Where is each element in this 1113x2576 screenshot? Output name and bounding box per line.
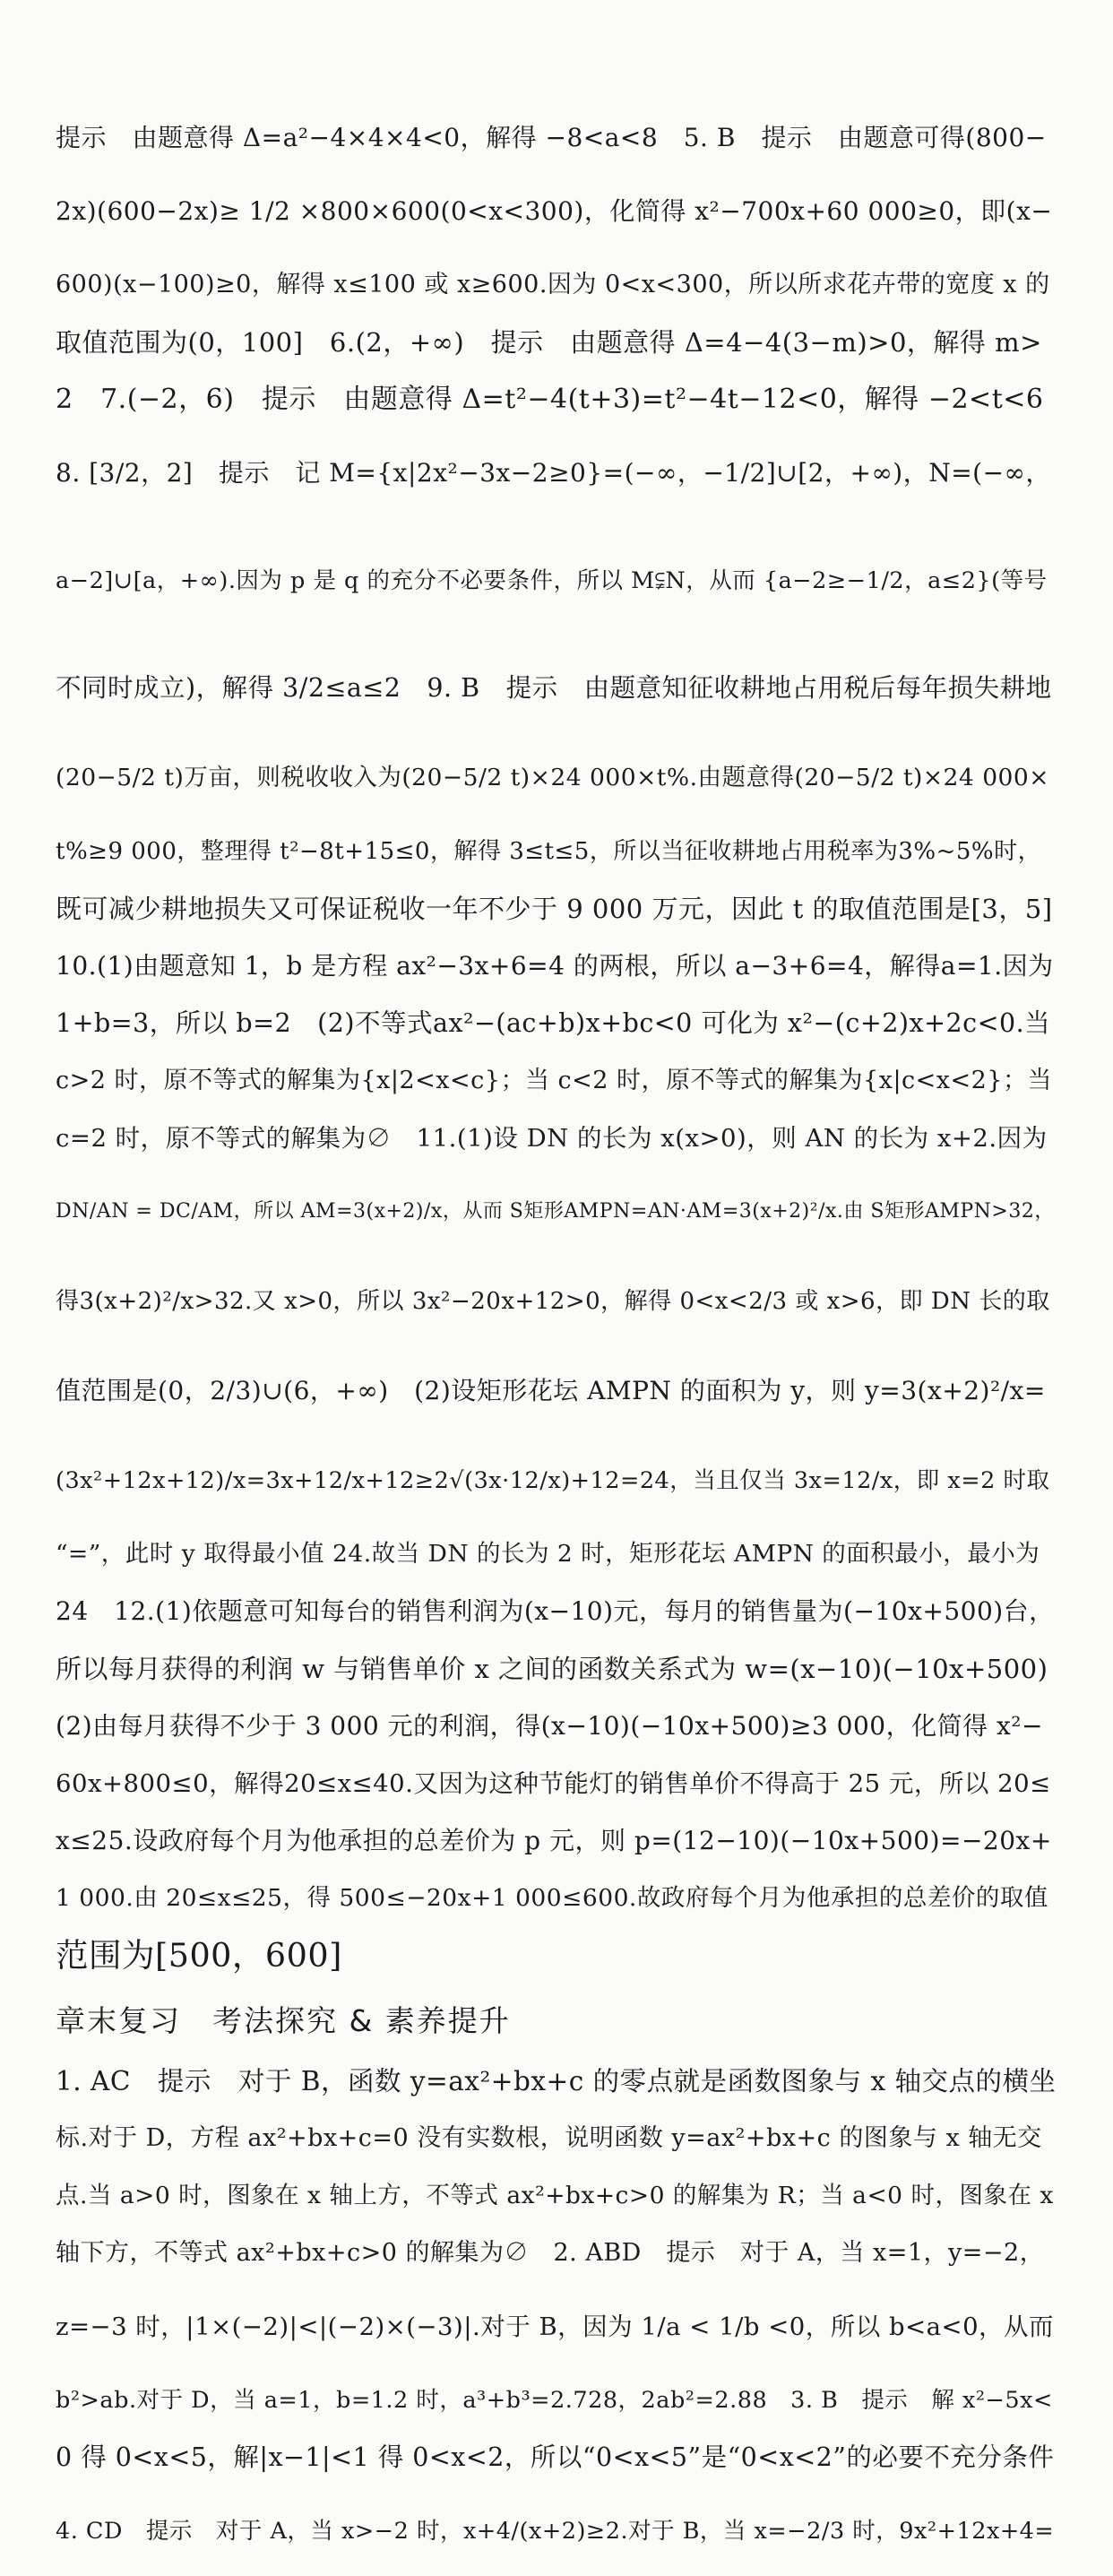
text-line: (20−5/2 t)万亩，则税收收入为(20−5/2 t)×24 000×t%.由题意得(20−5/2 t)×24 000× xyxy=(56,764,1049,791)
text-line: 轴下方，不等式 ax²+bx+c>0 的解集为∅ 2. ABD 提示 对于 A，当 x=1，y=−2， xyxy=(56,2239,1045,2267)
text-line: 600)(x−100)≥0，解得 x≤100 或 x≥600.因为 0<x<300，所以所求花卉带的宽度 x 的 xyxy=(56,271,1050,298)
text-line: c=2 时，原不等式的解集为∅ 11.(1)设 DN 的长为 x(x>0)，则 AN 的长为 x+2.因为 xyxy=(56,1124,1048,1153)
text-line: 2x)(600−2x)≥ 1/2 ×800×600(0<x<300)，化简得 x²−700x+60 000≥0，即(x− xyxy=(56,196,1053,226)
text-line: 24 12.(1)依题意可知每台的销售利润为(x−10)元，每月的销售量为(−10x+500)台， xyxy=(56,1596,1055,1626)
section-title: 章末复习 考法探究 & 素养提升 xyxy=(56,2003,511,2038)
text-line: a−2]∪[a，+∞).因为 p 是 q 的充分不必要条件，所以 M⫋N，从而 {a−2≥−1/2，a≤2}(等号 xyxy=(56,567,1048,594)
text-line: c>2 时，原不等式的解集为{x|2<x<c}；当 c<2 时，原不等式的解集为{x|c<x<2}；当 xyxy=(56,1067,1052,1094)
text-line: b²>ab.对于 D，当 a=1，b=1.2 时，a³+b³=2.728，2ab²=2.88 3. B 提示 解 x²−5x< xyxy=(56,2387,1053,2414)
text-line: 点.当 a>0 时，图象在 x 轴上方，不等式 ax²+bx+c>0 的解集为 R；当 a<0 时，图象在 x xyxy=(56,2182,1054,2209)
text-line: 0 得 0<x<5，解|x−1|<1 得 0<x<2，所以“0<x<5”是“0<x<2”的必要不充分条件 xyxy=(56,2442,1055,2472)
text-line: x≤25.设政府每个月为他承担的总差价为 p 元，则 p=(12−10)(−10x+500)=−20x+ xyxy=(56,1826,1052,1855)
text-line: 值范围是(0，2/3)∪(6，+∞) (2)设矩形花坛 AMPN 的面积为 y，则 y=3(x+2)²/x= xyxy=(56,1376,1046,1405)
text-line: 8. [3/2，2] 提示 记 M={x|2x²−3x−2≥0}=(−∞，−1/2]∪[2，+∞)，N=(−∞， xyxy=(56,458,1051,488)
text-line: 标.对于 D，方程 ax²+bx+c=0 没有实数根，说明函数 y=ax²+bx+c 的图象与 x 轴无交 xyxy=(56,2124,1042,2152)
text-line: (3x²+12x+12)/x=3x+12/x+12≥2√(3x·12/x)+12=24，当且仅当 3x=12/x，即 x=2 时取 xyxy=(56,1467,1050,1494)
text-line: 不同时成立)，解得 3/2≤a≤2 9. B 提示 由题意知征收耕地占用税后每年损失耕地 xyxy=(56,673,1052,703)
text-line: (2)由每月获得不少于 3 000 元的利润，得(x−10)(−10x+500)≥3 000，化简得 x²− xyxy=(56,1711,1043,1741)
text-line: 2 7.(−2，6) 提示 由题意得 Δ=t²−4(t+3)=t²−4t−12<0，解得 −2<t<6 xyxy=(56,384,1044,415)
text-line: DN/AN = DC/AM，所以 AM=3(x+2)/x，从而 S矩形AMPN=AN·AM=3(x+2)²/x.由 S矩形AMPN>32， xyxy=(56,1200,1055,1223)
text-line: 得3(x+2)²/x>32.又 x>0，所以 3x²−20x+12>0，解得 0<x<2/3 或 x>6，即 DN 长的取 xyxy=(56,1288,1050,1315)
text-line: “=”，此时 y 取得最小值 24.故当 DN 的长为 2 时，矩形花坛 AMPN 的面积最小，最小为 xyxy=(56,1540,1040,1568)
text-line: z=−3 时，|1×(−2)|<|(−2)×(−3)|.对于 B，因为 1/a < 1/b <0，所以 b<a<0，从而 xyxy=(56,2312,1055,2341)
text-line: t%≥9 000，整理得 t²−8t+15≤0，解得 3≤t≤5，所以当征收耕地占用税率为3%~5%时， xyxy=(56,838,1042,865)
text-line: 4. CD 提示 对于 A，当 x>−2 时，x+4/(x+2)≥2.对于 B，当 x=−2/3 时，9x²+12x+4= xyxy=(56,2518,1055,2545)
text-line: 提示 由题意得 Δ=a²−4×4×4<0，解得 −8<a<8 5. B 提示 由题意可得(800− xyxy=(56,123,1047,152)
text-line: 1. AC 提示 对于 B，函数 y=ax²+bx+c 的零点就是函数图象与 x 轴交点的横坐 xyxy=(56,2066,1057,2096)
text-line: 10.(1)由题意知 1，b 是方程 ax²−3x+6=4 的两根，所以 a−3+6=4，解得a=1.因为 xyxy=(56,951,1054,981)
text-line: 1+b=3，所以 b=2 (2)不等式ax²−(ac+b)x+bc<0 可化为 x²−(c+2)x+2c<0.当 xyxy=(56,1008,1051,1038)
text-line: 范围为[500，600] xyxy=(56,1936,342,1975)
text-line: 1 000.由 20≤x≤25，得 500≤−20x+1 000≤600.故政府每个月为他承担的总差价的取值 xyxy=(56,1884,1048,1912)
text-line: 60x+800≤0，解得20≤x≤40.又因为这种节能灯的销售单价不得高于 25 元，所以 20≤ xyxy=(56,1769,1051,1798)
text-line: 取值范围为(0，100] 6.(2，+∞) 提示 由题意得 Δ=4−4(3−m)>0，解得 m> xyxy=(56,327,1042,358)
text-line: 所以每月获得的利润 w 与销售单价 x 之间的函数关系式为 w=(x−10)(−10x+500) xyxy=(56,1654,1048,1684)
text-line: 既可减少耕地损失又可保证税收一年不少于 9 000 万元，因此 t 的取值范围是[3，5] xyxy=(56,894,1053,924)
